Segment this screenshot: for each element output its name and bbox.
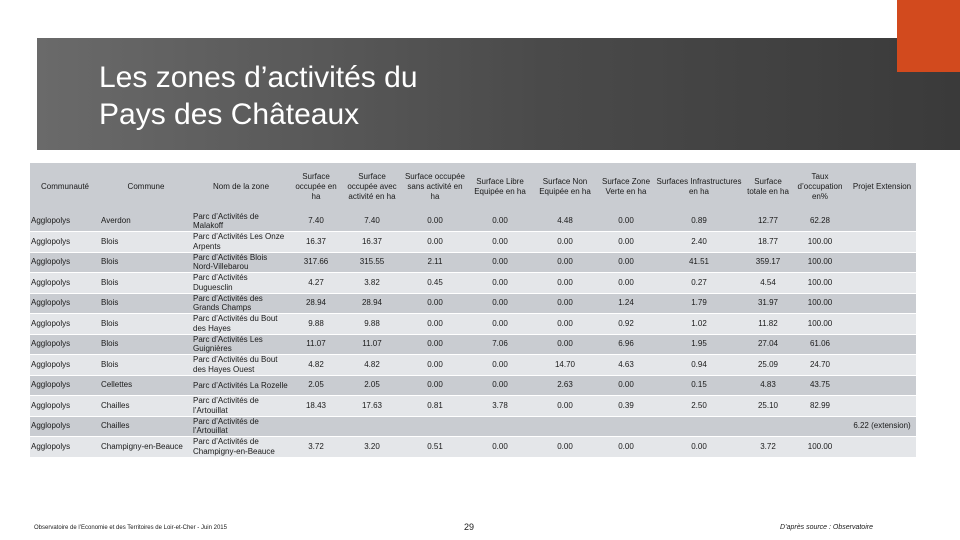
table-cell: 0.00	[492, 298, 508, 308]
table-cell	[848, 396, 916, 417]
table-cell: 3.72	[760, 441, 776, 451]
column-header: Communauté	[40, 182, 90, 191]
page-number: 29	[463, 522, 474, 532]
table-cell: 11.07	[306, 339, 326, 349]
table-cell: Averdon	[101, 216, 131, 225]
table-cell: 315.55	[359, 257, 385, 267]
table-body	[30, 211, 916, 457]
table-cell	[342, 416, 402, 437]
table-cell: Agglopolys	[31, 257, 71, 267]
table-cell: Agglopolys	[31, 277, 71, 287]
table-row	[30, 375, 916, 396]
table-cell: 100.00	[807, 236, 833, 246]
table-cell: Parc d’Activités du Bout des Hayes	[193, 314, 278, 333]
table-cell: 0.51	[427, 441, 443, 451]
table-cell: 0.00	[557, 236, 573, 246]
table-cell: 0.45	[427, 277, 443, 287]
table-cell: 6.96	[618, 339, 634, 349]
table-cell: 2.50	[691, 400, 707, 410]
table-cell: 100.00	[807, 298, 833, 308]
column-header: Surfaces Infrastructures en ha	[656, 177, 742, 196]
table-cell	[792, 416, 848, 437]
table-cell	[744, 416, 792, 437]
table-row	[30, 396, 916, 417]
table-cell: 0.00	[427, 236, 443, 246]
table-cell: 1.79	[691, 298, 707, 308]
table-cell: Parc d’Activités du Bout des Hayes Ouest	[193, 355, 278, 374]
table-cell: Agglopolys	[31, 339, 71, 349]
table-cell	[848, 211, 916, 232]
table-cell: 24.70	[809, 359, 831, 369]
table-cell: Agglopolys	[31, 380, 71, 390]
table-row	[30, 334, 916, 355]
table-cell: 2.63	[557, 380, 573, 390]
table-cell: 16.37	[305, 236, 327, 246]
table-cell: 0.00	[618, 216, 634, 225]
table-cell: 6.22 (extension)	[853, 421, 911, 431]
table-cell: 14.70	[554, 359, 576, 369]
table-cell: Chailles	[101, 421, 130, 431]
table-cell: 7.40	[308, 216, 324, 225]
table-cell: 317.66	[303, 257, 329, 267]
table-cell: 18.43	[305, 400, 327, 410]
table-cell	[848, 375, 916, 396]
table-cell	[532, 416, 598, 437]
table-cell: 0.00	[618, 380, 634, 390]
table-cell: 11.82	[758, 318, 778, 328]
column-header: Nom de la zone	[212, 182, 270, 191]
table-cell: Agglopolys	[31, 236, 71, 246]
table-row	[30, 211, 916, 232]
table-cell: 0.00	[492, 318, 508, 328]
accent-block	[897, 0, 960, 72]
table-cell: 0.00	[427, 318, 443, 328]
table-cell: 9.88	[308, 318, 324, 328]
table-cell: 18.77	[757, 236, 779, 246]
table-cell: 0.00	[691, 441, 707, 451]
table-cell: 2.05	[308, 380, 324, 390]
table-cell	[848, 293, 916, 314]
table-cell: 4.63	[618, 359, 634, 369]
table-cell: 0.27	[691, 277, 707, 287]
table-cell: Agglopolys	[31, 298, 71, 308]
table-cell: Parc d’Activités Blois Nord-Villebarou	[193, 252, 268, 272]
column-header: Surface occupée avec activité en ha	[347, 172, 397, 201]
table-cell: 0.00	[618, 441, 634, 451]
table-row	[30, 232, 916, 253]
table-cell: 0.15	[691, 380, 707, 390]
table-cell: 4.54	[760, 277, 776, 287]
table-row	[30, 273, 916, 294]
table-cell: 0.81	[427, 400, 443, 410]
table-row	[30, 355, 916, 376]
table-cell: 0.00	[492, 257, 508, 267]
table-cell	[848, 273, 916, 294]
table-cell: 100.00	[807, 318, 833, 328]
table-cell: 9.88	[364, 318, 380, 328]
table-cell: 0.00	[618, 236, 634, 246]
table-cell: 0.00	[557, 318, 573, 328]
column-header: Commune	[127, 182, 165, 191]
table-cell: 0.00	[427, 298, 443, 308]
table-cell: 3.82	[364, 277, 380, 287]
table-cell: Champigny-en-Beauce	[101, 441, 183, 451]
table-cell: 28.94	[305, 298, 327, 308]
table-cell: 16.37	[361, 236, 383, 246]
table-cell: 62.28	[809, 216, 831, 225]
column-header: Surface occupée sans activité en ha	[404, 172, 466, 201]
footer-source-right: D’après source : Observatoire	[780, 524, 873, 531]
table-cell: 0.00	[618, 277, 634, 287]
table-cell	[848, 252, 916, 273]
column-header: Surface totale en ha	[747, 177, 789, 196]
table-cell: 1.02	[691, 318, 707, 328]
table-cell: 0.39	[618, 400, 634, 410]
table-cell: 12.77	[757, 216, 779, 225]
table-cell: 2.40	[691, 236, 707, 246]
table-cell: 0.00	[427, 359, 443, 369]
table-cell: 7.40	[364, 216, 380, 225]
table-cell: Agglopolys	[31, 441, 71, 451]
table-cell: 3.72	[308, 441, 324, 451]
table-cell: Parc d’Activités de l’Artouillat	[193, 416, 259, 436]
table-cell: Blois	[101, 318, 119, 328]
table-cell	[598, 416, 654, 437]
table-cell: Parc d’Activités des Grands Champs	[193, 293, 263, 313]
table-cell: 0.89	[691, 216, 707, 225]
table-cell	[468, 416, 532, 437]
table-cell: 100.00	[807, 257, 833, 267]
table-cell	[402, 416, 468, 437]
table-cell: 3.78	[492, 400, 508, 410]
table-cell: Parc d’Activités Duguesclin	[193, 273, 248, 292]
column-header: Surface occupée en ha	[295, 172, 337, 201]
table-cell: 4.83	[760, 380, 776, 390]
table-cell: 11.07	[362, 339, 382, 349]
table-cell: Parc d’Activités Les Onze Arpents	[193, 232, 285, 251]
table-cell: 0.92	[618, 318, 634, 328]
table-cell: 0.00	[557, 400, 573, 410]
table-cell: 61.06	[809, 339, 831, 349]
table-cell: Agglopolys	[31, 400, 71, 410]
table-cell: 27.04	[757, 339, 779, 349]
table-cell: 0.00	[492, 277, 508, 287]
table-cell	[290, 416, 342, 437]
table-cell: 0.00	[557, 441, 573, 451]
table-cell: Parc d’Activités de Champigny-en-Beauce	[193, 437, 275, 456]
table-cell: 2.05	[364, 380, 380, 390]
table-cell: 17.63	[361, 400, 383, 410]
table-cell: 4.82	[364, 359, 380, 369]
column-header: Projet Extension	[852, 182, 912, 191]
table-header-row	[30, 163, 916, 211]
table-cell: Blois	[101, 359, 119, 369]
table-cell	[848, 334, 916, 355]
table-cell: Agglopolys	[31, 318, 71, 328]
table-cell	[848, 232, 916, 253]
table-cell: Parc d’Activités La Rozelle	[193, 380, 288, 390]
table-cell: 100.00	[807, 277, 833, 287]
table-cell: Cellettes	[101, 380, 133, 390]
table-cell: Blois	[101, 236, 119, 246]
table-cell	[654, 416, 744, 437]
table-cell: 0.00	[427, 339, 443, 349]
table-cell: 0.00	[427, 216, 443, 225]
table-cell: 4.27	[308, 277, 324, 287]
zones-table	[30, 163, 916, 458]
slide-title	[99, 59, 799, 133]
table-cell: 4.82	[308, 359, 324, 369]
table-cell: 0.00	[492, 216, 508, 225]
table-row	[30, 314, 916, 335]
table-cell: 100.00	[807, 441, 833, 451]
table-cell: Parc d’Activités Les Guignières	[193, 334, 263, 354]
table-cell: 25.10	[757, 400, 779, 410]
table-cell: 0.00	[427, 380, 443, 390]
table-cell: 0.00	[557, 257, 573, 267]
table-cell: Blois	[101, 257, 119, 267]
table-cell: 0.00	[557, 298, 573, 308]
table-cell: 0.00	[492, 380, 508, 390]
table-cell: 43.75	[809, 380, 831, 390]
table-cell: Agglopolys	[31, 216, 71, 225]
table-cell: 2.11	[427, 257, 443, 267]
table-cell: Blois	[101, 339, 119, 349]
title-line-2: Pays des Châteaux	[99, 98, 360, 131]
table-cell: 0.00	[492, 236, 508, 246]
table-cell: 28.94	[361, 298, 383, 308]
table-cell: 4.48	[557, 216, 573, 225]
table-row	[30, 437, 916, 458]
footer-source-left: Observatoire de l’Economie et des Territoires de Loir-et-Cher - Juin 2015	[34, 525, 227, 531]
table-cell: 0.00	[618, 257, 634, 267]
table-cell: Chailles	[101, 400, 130, 410]
column-header: Surface Zone Verte en ha	[601, 177, 651, 196]
table-cell: 31.97	[757, 298, 779, 308]
table-cell: Agglopolys	[31, 359, 71, 369]
table-cell: 1.95	[691, 339, 707, 349]
table-cell: 3.20	[364, 441, 380, 451]
column-header: Taux d’occupation en%	[797, 172, 843, 201]
table-cell: Blois	[101, 277, 119, 287]
table-cell: 0.00	[557, 339, 573, 349]
table-cell: 0.94	[691, 359, 707, 369]
table-cell	[848, 355, 916, 376]
table-row	[30, 416, 916, 437]
table-cell: 82.99	[809, 400, 831, 410]
table-cell: 0.00	[492, 359, 508, 369]
table-cell: 0.00	[557, 277, 573, 287]
column-header: Surface Libre Equipée en ha	[474, 177, 526, 196]
table-cell: 25.09	[757, 359, 779, 369]
column-header: Surface Non Equipée en ha	[539, 177, 591, 196]
table-cell: 359.17	[755, 257, 781, 267]
table-cell: Parc d’Activités de Malakoff	[193, 211, 259, 230]
table-cell: 41.51	[688, 257, 710, 267]
table-cell	[848, 437, 916, 458]
table-cell: Parc d’Activités de l’Artouillat	[193, 396, 259, 415]
table-cell	[848, 314, 916, 335]
table-cell: 0.00	[492, 441, 508, 451]
table-cell: 7.06	[492, 339, 508, 349]
table-cell: Blois	[101, 298, 119, 308]
table-cell: 1.24	[618, 298, 634, 308]
table-row	[30, 252, 916, 273]
table-cell: Agglopolys	[31, 421, 71, 431]
table-row	[30, 293, 916, 314]
title-line-1: Les zones d’activités du	[99, 61, 418, 94]
